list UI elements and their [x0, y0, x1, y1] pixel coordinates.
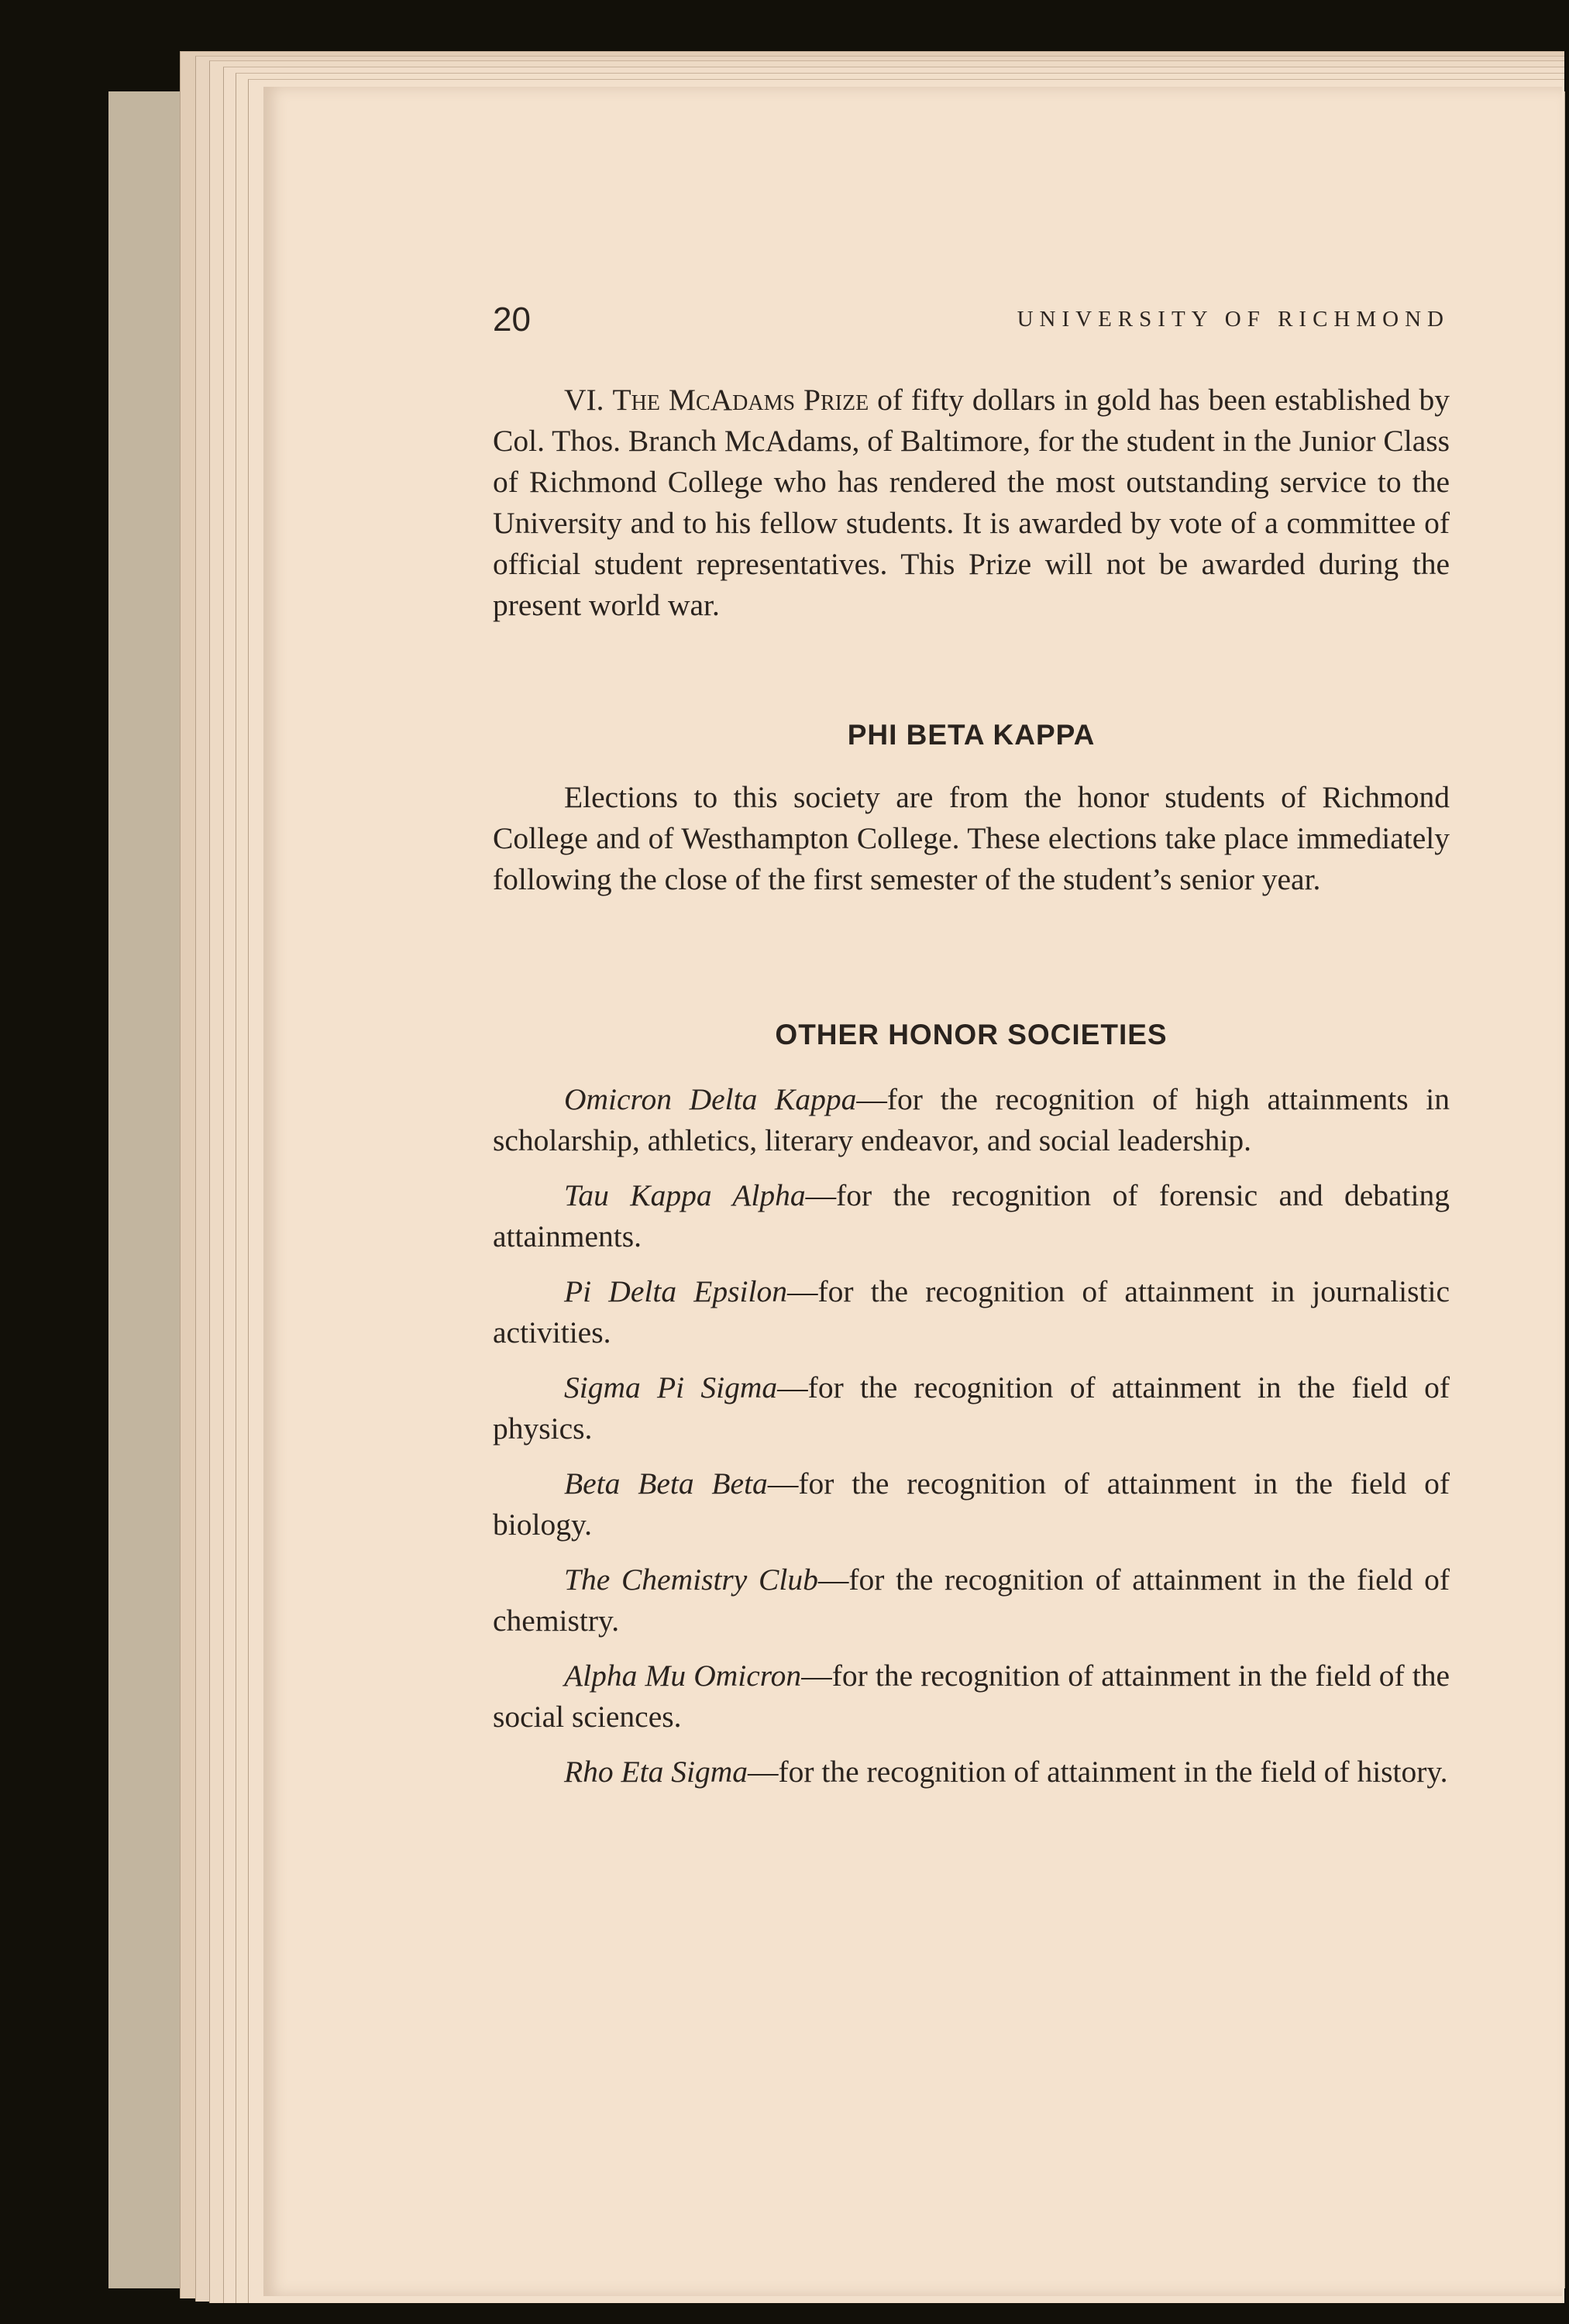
societies-list — [493, 1079, 1450, 1807]
page-header — [493, 301, 1450, 347]
society-name: The Chemistry Club — [564, 1563, 818, 1597]
society-entry — [493, 1752, 1450, 1793]
prize-text: of fifty dollars in gold has been established by Col. Thos. Branch McAdams, of Baltimore, for the student in the Junior Class of Richmond College who has rendered the most outstanding service to the University and to his fellow students. It is awarded by vote of a committee of official student representatives. This Prize will not be awarded during the present world war. — [493, 383, 1450, 622]
society-description: —for the recognition of attainment in the field of history. — [747, 1755, 1448, 1789]
running-head: UNIVERSITY OF RICHMOND — [1017, 307, 1450, 332]
society-name: Tau Kappa Alpha — [564, 1178, 806, 1212]
phi-beta-kappa-heading: PHI BETA KAPPA — [847, 719, 1096, 751]
society-description: —for the recognition of forensic and debating attainments. — [493, 1178, 1450, 1253]
phi-beta-kappa-section — [493, 777, 1450, 900]
phi-beta-kappa-paragraph: Elections to this society are from the honor students of Richmond College and of Westhampton College. These elections take place immediately following the close of the first semester of the student’s senior year. — [493, 780, 1450, 896]
society-description: —for the recognition of attainment in the field of physics. — [493, 1370, 1450, 1446]
society-entry — [493, 1175, 1450, 1257]
society-description: —for the recognition of attainment in the field of the social sciences. — [493, 1659, 1450, 1734]
society-name: Rho Eta Sigma — [564, 1755, 748, 1789]
society-entry — [493, 1271, 1450, 1353]
society-entry — [493, 1079, 1450, 1161]
society-name: Pi Delta Epsilon — [564, 1274, 787, 1308]
society-description: —for the recognition of attainment in journalistic activities. — [493, 1274, 1450, 1349]
society-entry — [493, 1655, 1450, 1738]
society-entry — [493, 1559, 1450, 1642]
mcadams-prize-section — [493, 380, 1450, 626]
society-name: Omicron Delta Kappa — [564, 1082, 857, 1116]
society-name: Sigma Pi Sigma — [564, 1370, 778, 1404]
society-entry — [493, 1463, 1450, 1545]
mcadams-prize-paragraph — [493, 380, 1450, 626]
society-description: —for the recognition of attainment in the field of chemistry. — [493, 1563, 1450, 1638]
prize-name: The McAdams Prize — [612, 383, 869, 417]
page-number: 20 — [493, 301, 531, 339]
society-entry — [493, 1367, 1450, 1449]
prize-numeral: VI. — [564, 383, 604, 417]
other-societies-heading: OTHER HONOR SOCIETIES — [775, 1019, 1168, 1050]
society-name: Alpha Mu Omicron — [564, 1659, 802, 1693]
society-description: —for the recognition of attainment in the field of biology. — [493, 1466, 1450, 1542]
society-name: Beta Beta Beta — [564, 1466, 768, 1501]
society-description: —for the recognition of high attainments in scholarship, athletics, literary endeavor, and social leadership. — [493, 1082, 1450, 1157]
